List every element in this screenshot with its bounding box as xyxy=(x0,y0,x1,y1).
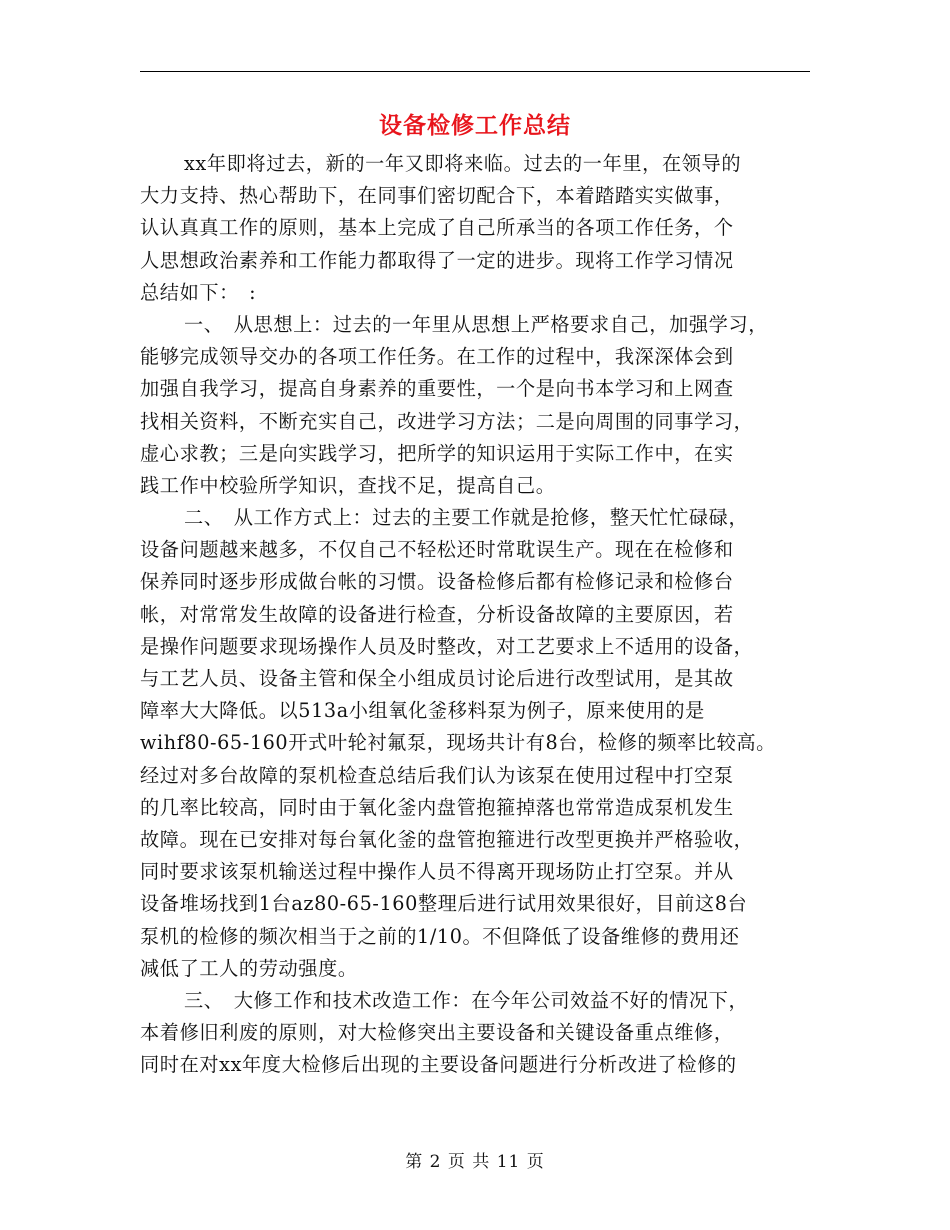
body-line: 设备堆场找到1台az80-65-160整理后进行试用效果很好，目前这8台 xyxy=(140,892,748,916)
body-line: 本着修旧利废的原则，对大检修突出主要设备和关键设备重点维修， xyxy=(140,1021,734,1045)
body-line: 认认真真工作的原则，基本上完成了自己所承当的各项工作任务，个 xyxy=(140,216,734,240)
body-line: 障率大大降低。以513a小组氧化釜移料泵为例子，原来使用的是 xyxy=(140,699,705,723)
body-line: 人思想政治素养和工作能力都取得了一定的进步。现将工作学习情况 xyxy=(140,248,734,272)
body-line: 同时要求该泵机输送过程中操作人员不得离开现场防止打空泵。并从 xyxy=(140,860,734,884)
body-line: 泵机的检修的频次相当于之前的1/10。不但降低了设备维修的费用还 xyxy=(140,924,740,948)
page-number-footer: 第 2 页 共 11 页 xyxy=(405,1152,545,1172)
body-line: 经过对多台故障的泵机检查总结后我们认为该泵在使用过程中打空泵 xyxy=(140,763,734,787)
body-line: 找相关资料，不断充实自己，改进学习方法；二是向周围的同事学习， xyxy=(140,409,754,433)
body-line: 能够完成领导交办的各项工作任务。在工作的过程中，我深深体会到 xyxy=(140,345,734,369)
body-line: wihf80-65-160开式叶轮衬氟泵，现场共计有8台，检修的频率比较高。 xyxy=(140,731,776,755)
body-line: 二、 从工作方式上：过去的主要工作就是抢修，整天忙忙碌碌， xyxy=(184,506,749,530)
body-line: 虚心求教；三是向实践学习，把所学的知识运用于实际工作中，在实 xyxy=(140,441,734,465)
body-line: 帐，对常常发生故障的设备进行检查，分析设备故障的主要原因，若 xyxy=(140,602,734,626)
body-line: 是操作问题要求现场操作人员及时整改，对工艺要求上不适用的设备， xyxy=(140,634,754,658)
body-line: 一、 从思想上：过去的一年里从思想上严格要求自己，加强学习， xyxy=(184,312,769,336)
body-line: 与工艺人员、设备主管和保全小组成员讨论后进行改型试用，是其故 xyxy=(140,667,734,690)
body-line: 加强自我学习，提高自身素养的重要性，一个是向书本学习和上网查 xyxy=(140,377,734,401)
body-line: 故障。现在已安排对每台氧化釜的盘管抱箍进行改型更换并严格验收， xyxy=(140,827,754,851)
body-line: 减低了工人的劳动强度。 xyxy=(140,956,358,980)
body-line: xx年即将过去，新的一年又即将来临。过去的一年里，在领导的 xyxy=(184,152,742,175)
document-body xyxy=(140,148,812,1081)
body-line: 践工作中校验所学知识，查找不足，提高自己。 xyxy=(140,473,556,497)
document-title: 设备检修工作总结 xyxy=(379,112,571,139)
body-line: 总结如下： : xyxy=(140,280,257,304)
body-line: 的几率比较高，同时由于氧化釜内盘管抱箍掉落也常常造成泵机发生 xyxy=(140,795,734,819)
body-line: 保养同时逐步形成做台帐的习惯。设备检修后都有检修记录和检修台 xyxy=(140,570,734,594)
body-line: 设备问题越来越多，不仅自己不轻松还时常耽误生产。现在在检修和 xyxy=(140,538,734,562)
body-line: 大力支持、热心帮助下，在同事们密切配合下，本着踏踏实实做事， xyxy=(140,184,734,208)
header-rule xyxy=(140,71,810,72)
body-line: 三、 大修工作和技术改造工作：在今年公司效益不好的情况下， xyxy=(184,988,749,1012)
body-line: 同时在对xx年度大检修后出现的主要设备问题进行分析改进了检修的 xyxy=(140,1053,737,1077)
